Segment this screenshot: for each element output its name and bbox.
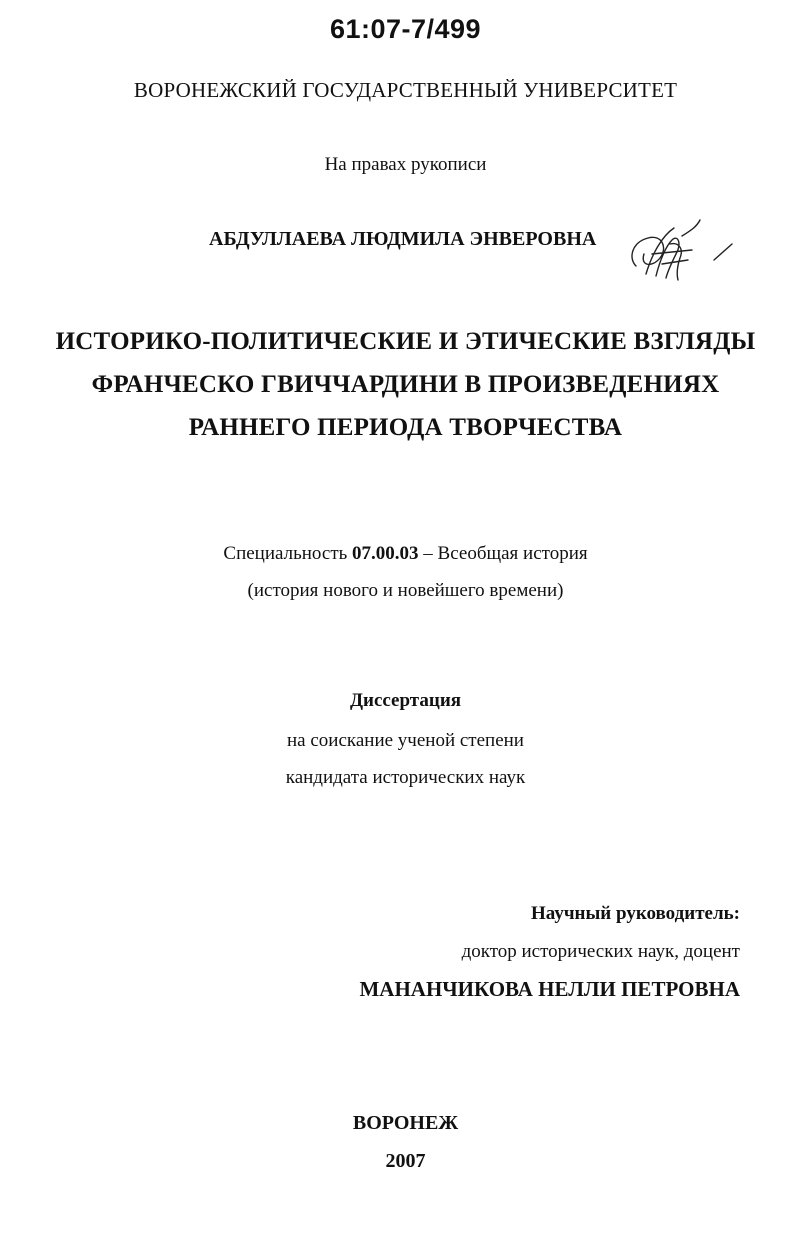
- catalog-number: 61:07-7/499: [329, 14, 482, 44]
- manuscript-note: На правах рукописи: [324, 154, 487, 175]
- supervisor-degree: доктор исторических наук, доцент: [461, 941, 740, 962]
- dissertation-title-line-3: РАННЕГО ПЕРИОДА ТВОРЧЕСТВА: [188, 414, 623, 441]
- city: ВОРОНЕЖ: [352, 1112, 459, 1134]
- university-name: ВОРОНЕЖСКИЙ ГОСУДАРСТВЕННЫЙ УНИВЕРСИТЕТ: [133, 78, 678, 102]
- specialty-name: – Всеобщая история: [423, 543, 588, 564]
- degree-line-2: кандидата исторических наук: [285, 767, 526, 788]
- dissertation-title-line-1: ИСТОРИКО-ПОЛИТИЧЕСКИЕ И ЭТИЧЕСКИЕ ВЗГЛЯДЫ: [55, 328, 756, 355]
- specialty-subtitle: (история нового и новейшего времени): [247, 580, 564, 601]
- degree-line-1: на соискание ученой степени: [287, 730, 524, 751]
- supervisor-label: Научный руководитель:: [531, 903, 740, 924]
- document-type: Диссертация: [349, 690, 462, 711]
- specialty-line: [8, 543, 795, 565]
- specialty-label: Специальность: [223, 543, 348, 564]
- author-name: АБДУЛЛАЕВА ЛЮДМИЛА ЭНВЕРОВНА: [209, 228, 597, 250]
- supervisor-name: МАНАНЧИКОВА НЕЛЛИ ПЕТРОВНА: [359, 977, 740, 1001]
- year: 2007: [385, 1150, 426, 1172]
- dissertation-title-line-2: ФРАНЧЕСКО ГВИЧЧАРДИНИ В ПРОИЗВЕДЕНИЯХ: [91, 371, 720, 398]
- specialty-code: 07.00.03: [352, 543, 419, 564]
- signature-icon: [622, 214, 742, 294]
